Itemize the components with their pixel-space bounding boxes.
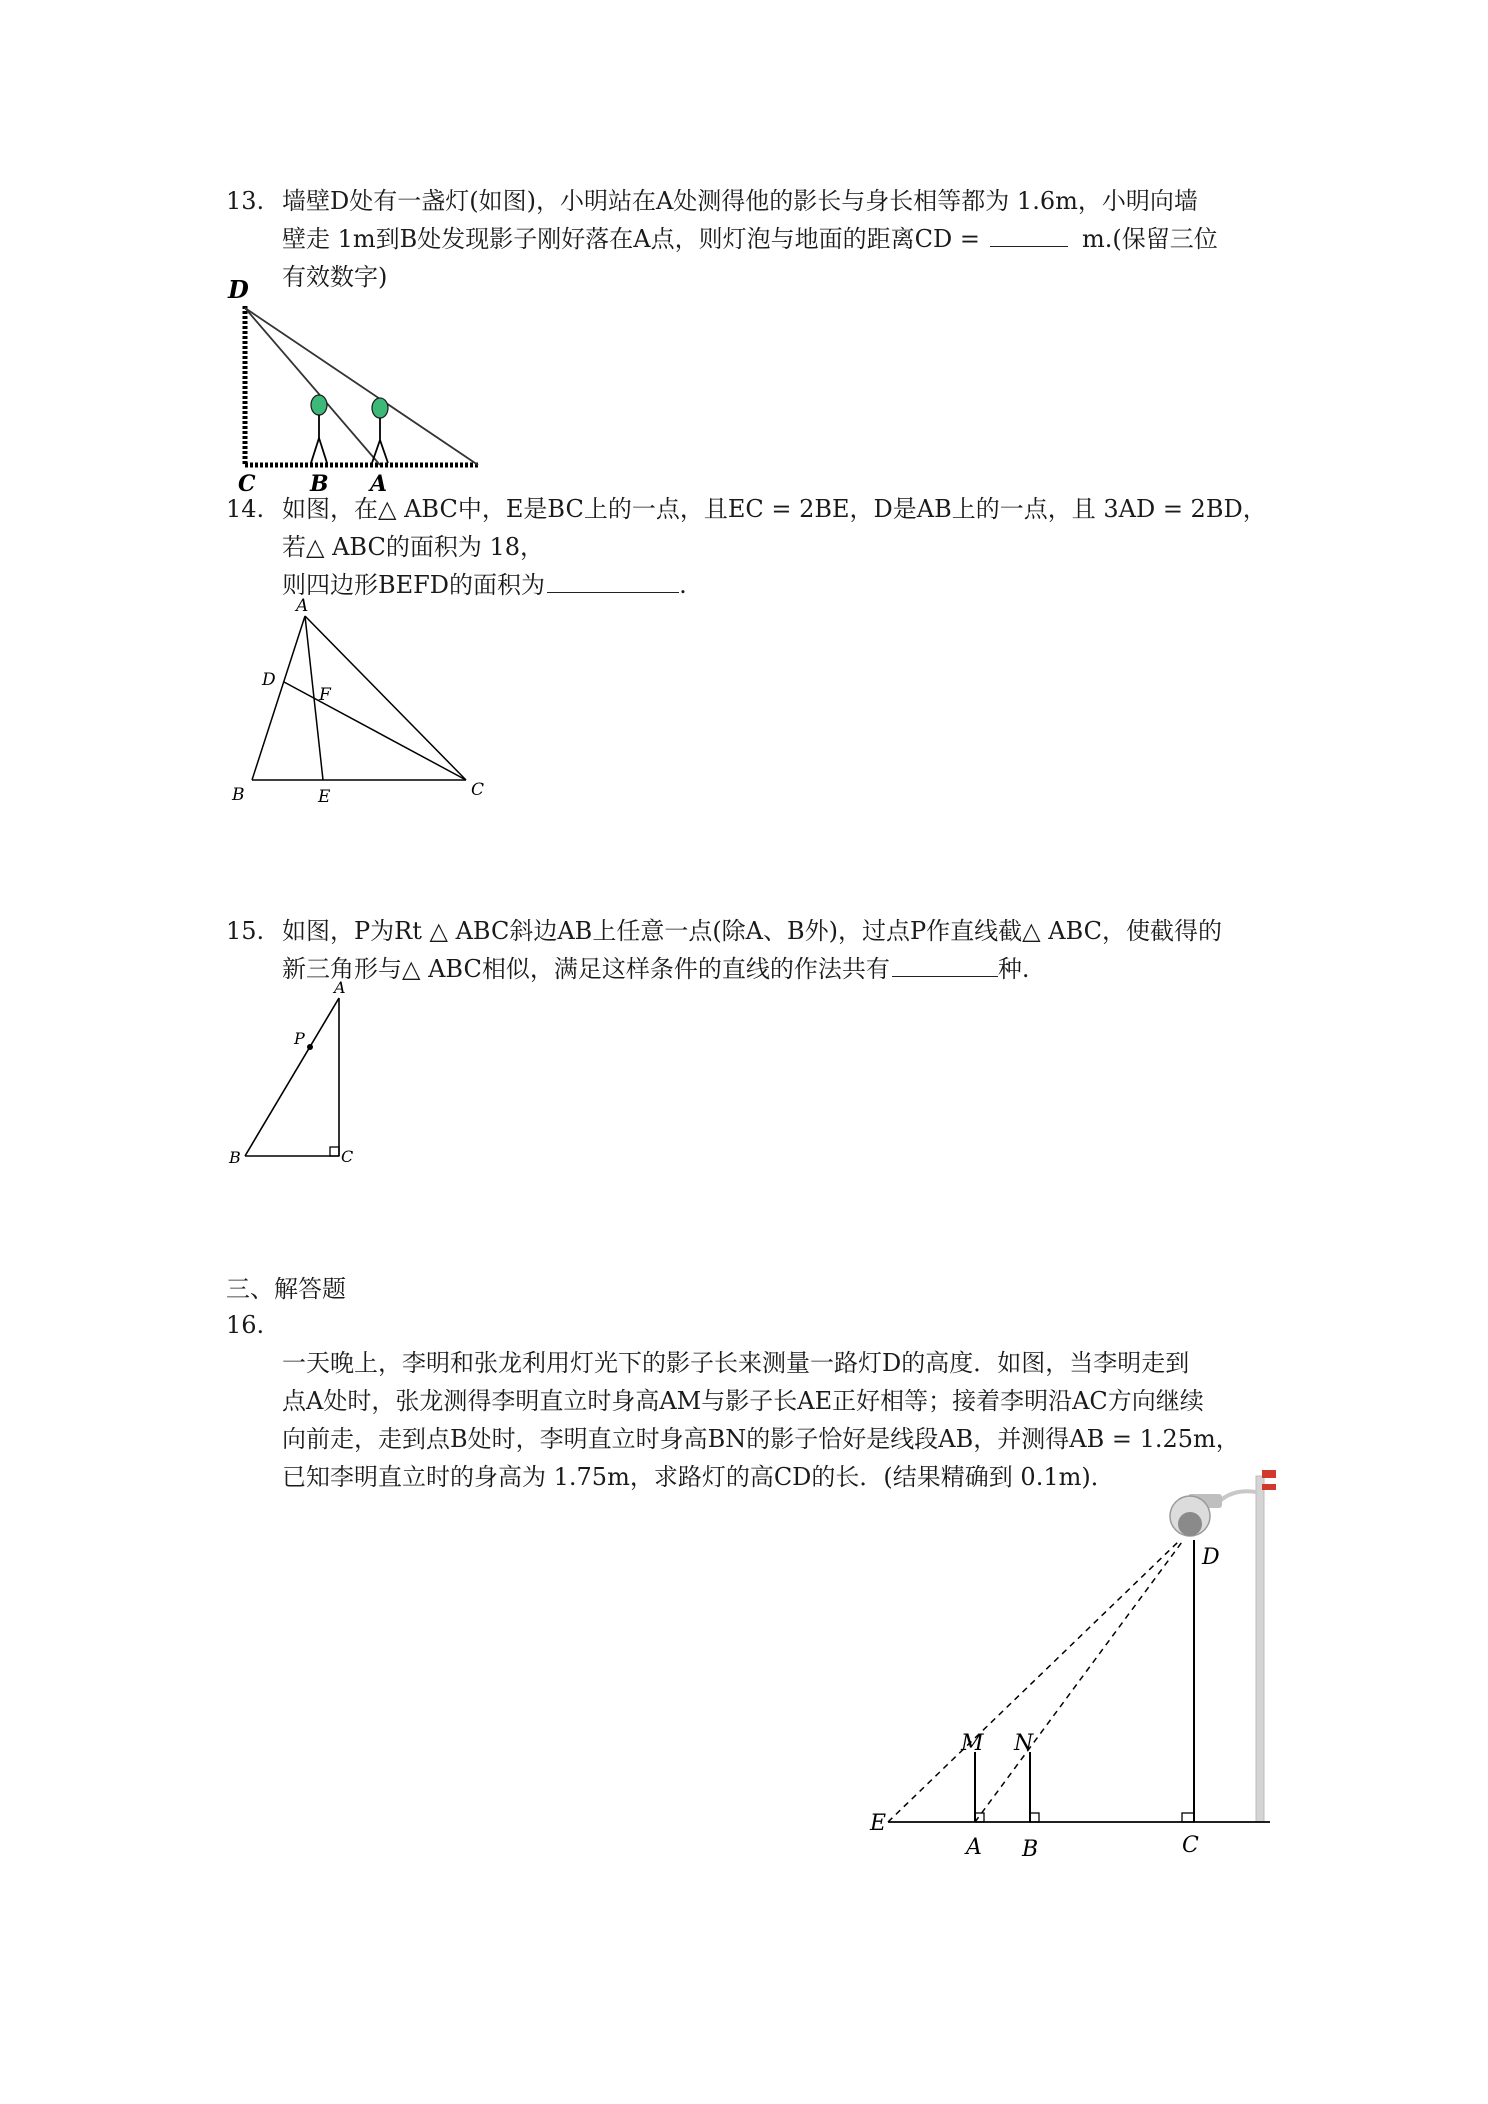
light-ray-1 xyxy=(245,308,478,465)
label-P: P xyxy=(294,1029,305,1048)
segment-DC xyxy=(284,682,466,780)
ray-A-to-D xyxy=(975,1542,1182,1822)
text-line: 有效数字) xyxy=(282,263,388,291)
question-number: 13. xyxy=(226,187,265,215)
lamp-red-marker xyxy=(1262,1484,1276,1490)
text-line: 如图，P为Rt △ ABC斜边AB上任意一点(除A、B外)，过点P作直线截△ ABC，使截得的 xyxy=(282,917,1223,945)
question-15 xyxy=(226,912,1276,992)
text-line xyxy=(282,950,1282,988)
answer-blank[interactable] xyxy=(547,570,679,593)
text-line: 如图，在△ ABC中，E是BC上的一点，且EC = 2BE，D是AB上的一点，且 3AD = 2BD， xyxy=(282,495,1267,523)
label-N: N xyxy=(1014,1731,1034,1756)
text-segment: . xyxy=(679,571,687,599)
section-heading: 三、解答题 xyxy=(226,1275,346,1303)
text-line: 向前走，走到点B处时，李明直立时身高BN的影子恰好是线段AB，并测得AB = 1.25m， xyxy=(282,1425,1240,1453)
label-C: C xyxy=(341,1147,354,1166)
lamp-red-marker xyxy=(1262,1470,1276,1478)
lamp-pole xyxy=(1256,1476,1264,1822)
text-segment: 新三角形与△ ABC相似，满足这样条件的直线的作法共有 xyxy=(282,955,890,983)
label-F: F xyxy=(319,685,331,705)
right-angle-mark xyxy=(330,1147,339,1156)
person-at-A xyxy=(372,398,388,463)
label-A: A xyxy=(966,1835,982,1860)
answer-blank[interactable] xyxy=(990,224,1068,247)
label-A: A xyxy=(296,596,309,616)
side-AB xyxy=(245,998,339,1156)
label-D: D xyxy=(1202,1545,1220,1570)
point-P xyxy=(307,1044,313,1050)
label-E: E xyxy=(870,1811,887,1836)
label-C: C xyxy=(471,780,485,800)
text-line: 已知李明直立时的身高为 1.75m，求路灯的高CD的长．(结果精确到 0.1m)． xyxy=(282,1463,1115,1491)
figure-q16-street-lamp xyxy=(860,1462,1280,1902)
side-AB xyxy=(252,616,305,780)
label-C: C xyxy=(238,471,256,497)
text-line: 点A处时，张龙测得李明直立时身高AM与影子长AE正好相等；接着李明沿AC方向继续 xyxy=(282,1387,1204,1415)
text-segment: 壁走 1m到B处发现影子刚好落在A点，则灯泡与地面的距离CD = xyxy=(282,225,980,253)
figure-q15-right-triangle xyxy=(222,978,382,1174)
label-B: B xyxy=(1022,1837,1039,1862)
label-D: D xyxy=(262,670,276,690)
label-B: B xyxy=(232,785,245,805)
question-14 xyxy=(226,490,1276,610)
question-number: 14. xyxy=(226,495,265,523)
text-line: 一天晚上，李明和张龙利用灯光下的影子长来测量一路灯D的高度．如图，当李明走到 xyxy=(282,1349,1190,1377)
label-D: D xyxy=(228,278,249,304)
figure-q14-triangle xyxy=(222,596,502,816)
question-text xyxy=(282,912,1282,988)
label-B: B xyxy=(229,1148,241,1167)
label-A: A xyxy=(334,978,346,997)
light-ray-2 xyxy=(245,308,380,465)
label-E: E xyxy=(318,787,331,807)
text-segment: 则四边形BEFD的面积为 xyxy=(282,571,546,599)
question-number: 16. xyxy=(226,1311,265,1339)
text-segment: 种. xyxy=(997,955,1030,983)
label-C: C xyxy=(1182,1833,1199,1858)
person-at-B xyxy=(311,395,327,463)
label-M: M xyxy=(961,1731,984,1756)
figure-q13-wall-lamp xyxy=(222,278,492,498)
label-A: A xyxy=(370,471,388,497)
lamp-head-icon xyxy=(1170,1494,1222,1536)
question-13 xyxy=(226,182,1276,291)
question-number: 15. xyxy=(226,917,265,945)
text-line xyxy=(282,220,1282,258)
text-line: 墙壁D处有一盏灯(如图)，小明站在A处测得他的影长与身长相等都为 1.6m，小明向墙 xyxy=(282,187,1198,215)
label-B: B xyxy=(310,471,329,497)
right-angle-mark xyxy=(1182,1813,1194,1822)
right-angle-mark xyxy=(1030,1813,1039,1822)
ray-E-to-D xyxy=(888,1542,1178,1822)
text-segment: m.(保留三位 xyxy=(1081,225,1218,253)
answer-blank[interactable] xyxy=(892,954,998,977)
question-text xyxy=(282,490,1282,604)
text-line: 若△ ABC的面积为 18， xyxy=(282,533,545,561)
